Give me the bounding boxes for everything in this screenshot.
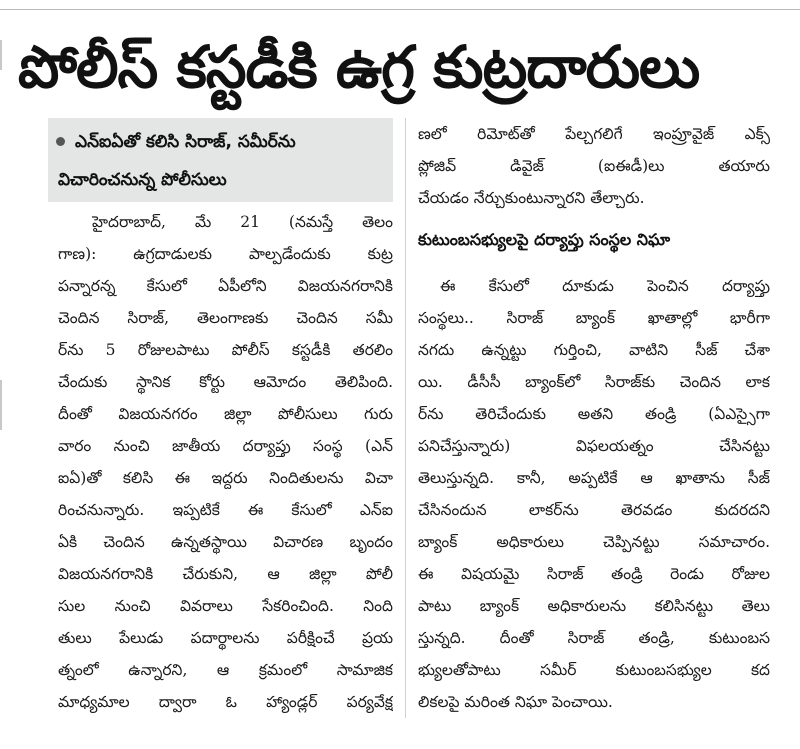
body-line: ఈ విషయమై సిరాజ్ తండ్రి రెండు రోజుల — [418, 565, 770, 583]
body-line: రించనున్నారు. ఇప్పటికే ఈ కేసులో ఎన్ఐ — [58, 501, 393, 519]
body-line: ఈ కేసులో దూకుడు పెంచిన దర్యాప్తు — [440, 277, 770, 295]
body-line: ర్‌ను తెరిచేందుకు అతని తండ్రి (ఏఎస్సైగా — [418, 405, 770, 423]
body-line: పనిచేస్తున్నారు) విఫలయత్నం చేసినట్టు — [418, 437, 770, 455]
highlight-box — [48, 118, 393, 202]
body-line: చేయడం నేర్చుకుంటున్నారని తేల్చారు. — [418, 189, 645, 207]
column-divider — [405, 118, 406, 718]
body-line: పన్నారన్న కేసులో ఏపీలోని విజయనగరానికి — [58, 277, 393, 295]
highlight-text: ఎన్ఐఏతో కలిసి సిరాజ్, సమీర్‌ను — [75, 132, 296, 152]
body-line: స్తున్నది. దీంతో సిరాజ్ తండ్రి, కుటుంబస — [418, 629, 770, 647]
headline: పోలీస్ కస్టడీకి ఉగ్ర కుట్రదారులు — [18, 33, 700, 101]
body-line: నగదు ఉన్నట్టు గుర్తించి, వాటిని సీజ్ చేశా — [418, 341, 770, 359]
body-line: ఏకి చెందిన ఉన్నతస్థాయి విచారణ బృందం — [58, 533, 393, 551]
body-line: చెందిన సిరాజ్, తెలంగాణకు చెందిన సమీ — [58, 309, 393, 327]
highlight-line: విచారించనున్న పోలీసులు — [58, 170, 227, 190]
bullet-icon — [56, 137, 65, 146]
body-line: దీంతో విజయనగరం జిల్లా పోలీసులు గురు — [58, 405, 393, 423]
body-line: త్నంలో ఉన్నారని, ఆ క్రమంలో సామాజిక — [58, 661, 393, 679]
body-line: మాధ్యమాల ద్వారా ఓ హ్యాండ్లర్ పర్యవేక్ష — [58, 693, 393, 711]
left-edge-mark — [0, 380, 2, 430]
subheading: కుటుంబసభ్యులపై దర్యాప్తు సంస్థల నిఘా — [418, 230, 671, 249]
body-line: పాటు బ్యాంక్ అధికారులను కలిసినట్టు తెలు — [418, 597, 770, 615]
body-line: భ్యులతోపాటు సమీర్ కుటుంబసభ్యుల కద — [418, 661, 770, 679]
body-line: తెలుస్తున్నది. కానీ, అప్పటికే ఆ ఖాతాను సీజ్ — [418, 469, 770, 487]
body-line: ణలో రిమోట్‌తో పేల్చగలిగే ఇంప్రూవైజ్ ఎక్స్ — [418, 125, 770, 143]
body-line: ర్‌ను 5 రోజులపాటు పోలీస్ కస్టడీకి తరలిం — [58, 341, 393, 359]
body-line: ప్లోజివ్ డివైజ్ (ఐఈడీ)లు తయారు — [418, 157, 770, 175]
body-line: సుల నుంచి వివరాలు సేకరించింది. నింది — [58, 597, 393, 615]
body-line: వారం నుంచి జాతీయ దర్యాప్తు సంస్థ (ఎన్ — [58, 437, 393, 455]
body-line: చేందుకు స్థానిక కోర్టు ఆమోదం తెలిపింది. — [58, 373, 393, 391]
body-line: సంస్థలు.. సిరాజ్ బ్యాంక్ ఖాతాల్లో భారీగా — [418, 309, 770, 327]
body-line: లికలపై మరింత నిఘా పెంచాయి. — [418, 693, 613, 711]
body-line: విజయనగరానికి చేరుకుని, ఆ జిల్లా పోలీ — [58, 565, 393, 583]
body-line: గాణ): ఉగ్రదాడులకు పాల్పడేందుకు కుట్ర — [58, 245, 393, 263]
body-line: బ్యాంక్ అధికారులు చెప్పినట్టు సమాచారం. — [418, 533, 770, 551]
body-line: యి. డీసీసీ బ్యాంక్‌లో సిరాజ్‌కు చెందిన లాక — [418, 373, 770, 391]
highlight-line — [48, 122, 393, 162]
top-rule — [0, 9, 800, 10]
body-line: హైదరాబాద్, మే 21 (నమస్తే తెలం — [92, 213, 393, 231]
body-line: చేసినందున లాకర్‌ను తెరవడం కుదరదని — [418, 501, 770, 519]
body-line: తులు పేలుడు పదార్థాలను పరీక్షించే ప్రయ — [58, 629, 393, 647]
left-edge-mark — [0, 40, 2, 70]
body-line: ఐఏ)తో కలిసి ఈ ఇద్దరు నిందితులను విచా — [58, 469, 393, 487]
